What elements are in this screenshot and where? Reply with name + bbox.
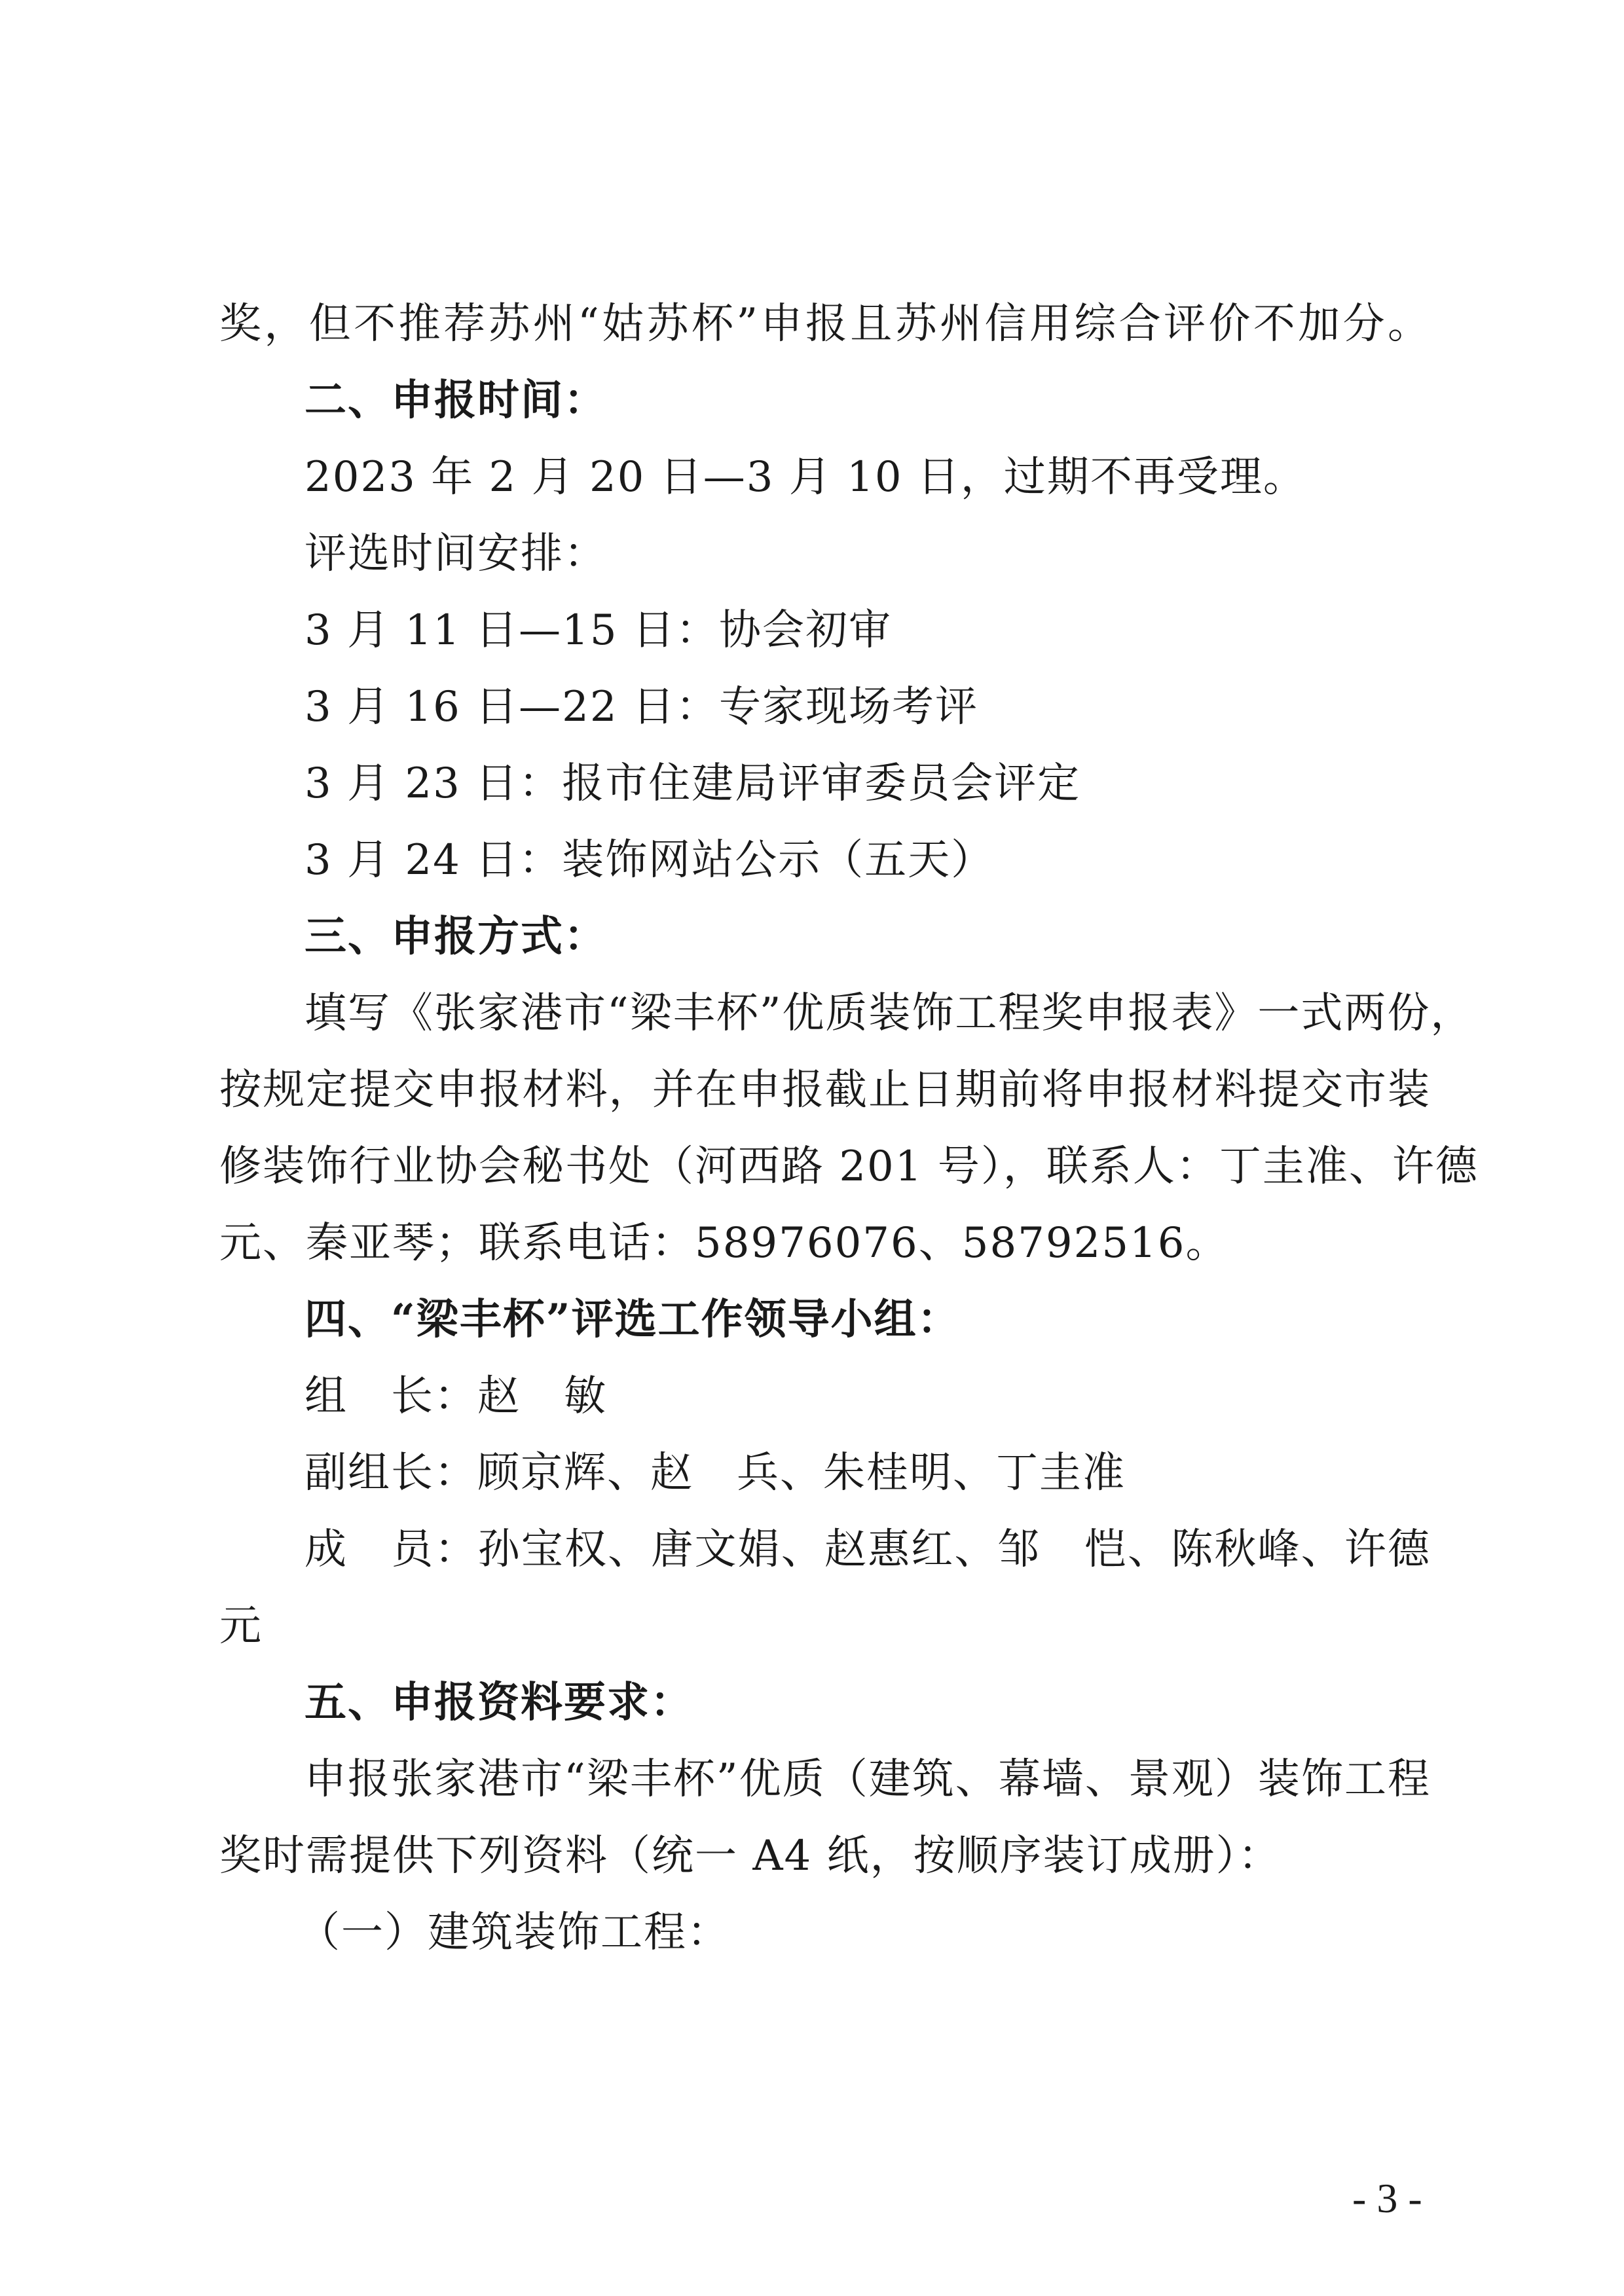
schedule-item: 3 月 11 日—15 日：协会初审 [304, 606, 892, 655]
section-heading: 二、申报时间： [304, 376, 607, 425]
schedule-item: 3 月 24 日：装饰网站公示（五天） [304, 836, 995, 884]
text-line: 元 [219, 1602, 263, 1650]
text-line: 填写《张家港市“梁丰杯”优质装饰工程奖申报表》一式两份， [304, 989, 1474, 1038]
text-line: 奖，但不推荐苏州“姑苏杯”申报且苏州信用综合评价不加分。 [219, 300, 1431, 348]
page-number: - 3 - [1352, 2175, 1422, 2221]
team-leader: 组 长：赵 敏 [304, 1372, 607, 1421]
section-heading: 四、“梁丰杯”评选工作领导小组： [304, 1295, 961, 1344]
schedule-item: 3 月 23 日：报市住建局评审委员会评定 [304, 759, 1081, 808]
team-members: 成 员：孙宝权、唐文娟、赵惠红、邹 恺、陈秋峰、许德 [304, 1525, 1431, 1574]
text-line: 评选时间安排： [304, 530, 607, 578]
schedule-item: 3 月 16 日—22 日：专家现场考评 [304, 683, 978, 731]
text-line: 2023 年 2 月 20 日—3 月 10 日，过期不再受理。 [304, 453, 1306, 501]
text-line: 奖时需提供下列资料（统一 A4 纸，按顺序装订成册）： [219, 1832, 1282, 1880]
section-heading: 三、申报方式： [304, 912, 607, 961]
text-line: 按规定提交申报材料，并在申报截止日期前将申报材料提交市装 [219, 1066, 1431, 1114]
text-line: 修装饰行业协会秘书处（河西路 201 号），联系人：丁圭准、许德 [219, 1142, 1479, 1191]
team-deputy-leaders: 副组长：顾京辉、赵 兵、朱桂明、丁圭准 [304, 1449, 1126, 1497]
section-heading: 五、申报资料要求： [304, 1678, 693, 1727]
text-line: 元、秦亚琴；联系电话：58976076、58792516。 [219, 1219, 1229, 1267]
subsection-heading: （一）建筑装饰工程： [298, 1908, 730, 1957]
text-line: 申报张家港市“梁丰杯”优质（建筑、幕墙、景观）装饰工程 [304, 1755, 1431, 1804]
